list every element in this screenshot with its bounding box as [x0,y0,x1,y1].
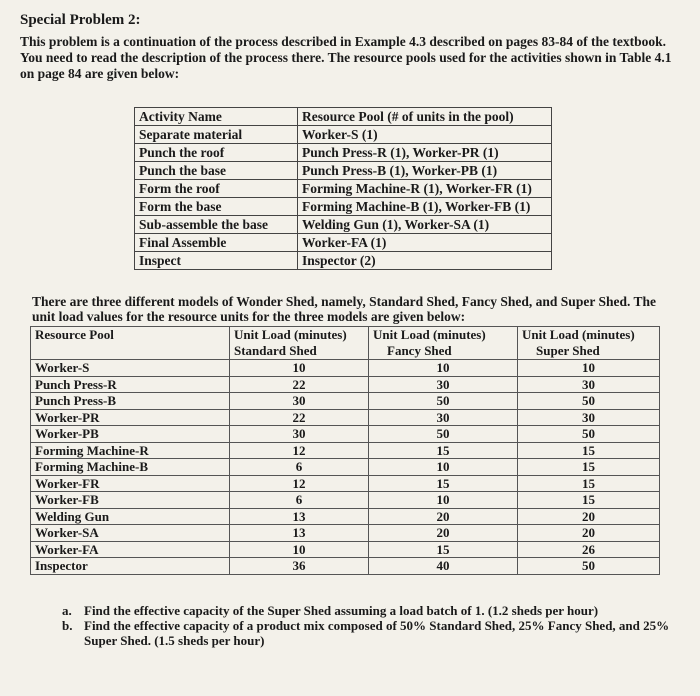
table-row [31,376,660,393]
question-label: b. [62,618,73,633]
table-header-row [31,327,660,360]
activity-name-cell: Punch the roof [135,144,298,162]
resource-cell: Worker-FA [31,541,230,558]
fancy-load-cell: 10 [369,492,518,509]
column-header: Resource Pool (# of units in the pool) [298,108,552,126]
standard-load-cell: 10 [230,360,369,377]
fancy-load-cell: 15 [369,541,518,558]
column-header: Activity Name [135,108,298,126]
activity-name-cell: Punch the base [135,162,298,180]
super-load-cell: 15 [518,492,660,509]
fancy-load-cell: 40 [369,558,518,575]
fancy-load-cell: 50 [369,426,518,443]
activity-name-cell: Sub-assemble the base [135,216,298,234]
activity-name-cell: Separate material [135,126,298,144]
table-row [135,126,552,144]
fancy-load-cell: 30 [369,376,518,393]
column-header [518,327,660,360]
table-row [135,234,552,252]
activity-name-cell: Form the base [135,198,298,216]
header-line: Resource Pool [35,327,114,342]
super-load-cell: 20 [518,525,660,542]
question-list [62,603,682,648]
super-load-cell: 50 [518,426,660,443]
resource-pool-cell: Forming Machine-B (1), Worker-FB (1) [298,198,552,216]
super-load-cell: 50 [518,393,660,410]
standard-load-cell: 10 [230,541,369,558]
question-b [62,618,682,648]
resource-cell: Worker-FR [31,475,230,492]
header-subline: Super Shed [536,343,600,358]
column-header [31,327,230,360]
table-row [31,492,660,509]
unit-load-table [30,326,660,575]
resource-pool-cell: Punch Press-B (1), Worker-PB (1) [298,162,552,180]
standard-load-cell: 13 [230,525,369,542]
resource-cell: Punch Press-B [31,393,230,410]
table-row [135,162,552,180]
table-row [31,541,660,558]
resource-cell: Forming Machine-B [31,459,230,476]
resource-cell: Forming Machine-R [31,442,230,459]
resource-cell: Welding Gun [31,508,230,525]
table-row [135,144,552,162]
standard-load-cell: 6 [230,492,369,509]
header-subline: Fancy Shed [387,343,452,358]
standard-load-cell: 22 [230,376,369,393]
resource-cell: Worker-PB [31,426,230,443]
resource-cell: Inspector [31,558,230,575]
super-load-cell: 15 [518,442,660,459]
question-label: a. [62,603,72,618]
super-load-cell: 20 [518,508,660,525]
standard-load-cell: 30 [230,393,369,410]
resource-pool-cell: Forming Machine-R (1), Worker-FR (1) [298,180,552,198]
table-row [31,360,660,377]
table-row [135,252,552,270]
fancy-load-cell: 10 [369,360,518,377]
table-row [135,216,552,234]
standard-load-cell: 12 [230,442,369,459]
table-row [31,393,660,410]
table-row [135,198,552,216]
table-row [31,459,660,476]
standard-load-cell: 12 [230,475,369,492]
models-paragraph: There are three different models of Wonder Shed, namely, Standard Shed, Fancy Shed, and Super Shed. The unit load values for the resource units for the three models are given below: [32,294,656,324]
activity-name-cell: Form the roof [135,180,298,198]
super-load-cell: 15 [518,475,660,492]
header-subline: Standard Shed [234,343,317,358]
question-text: Find the effective capacity of the Super Shed assuming a load batch of 1. (1.2 sheds per hour) [84,603,599,618]
intro-paragraph: This problem is a continuation of the process described in Example 4.3 described on pages 83-84 of the textbook. You need to read the description of the process there. The resource pools used for the activities shown in Table 4.1 on page 84 are given below: [20,34,672,81]
resource-cell: Worker-S [31,360,230,377]
standard-load-cell: 13 [230,508,369,525]
activity-resource-table [134,107,552,270]
table-row [31,409,660,426]
standard-load-cell: 36 [230,558,369,575]
fancy-load-cell: 20 [369,525,518,542]
table-row [135,180,552,198]
question-text: Find the effective capacity of a product mix composed of 50% Standard Shed, 25% Fancy Shed, and 25% Super Shed. (1.5 sheds per hour) [84,618,670,648]
activity-name-cell: Final Assemble [135,234,298,252]
super-load-cell: 30 [518,409,660,426]
standard-load-cell: 30 [230,426,369,443]
fancy-load-cell: 10 [369,459,518,476]
table-row [31,558,660,575]
fancy-load-cell: 15 [369,442,518,459]
header-line: Unit Load (minutes) [522,327,635,342]
fancy-load-cell: 50 [369,393,518,410]
resource-pool-cell: Inspector (2) [298,252,552,270]
table-row [31,426,660,443]
super-load-cell: 15 [518,459,660,476]
super-load-cell: 26 [518,541,660,558]
super-load-cell: 10 [518,360,660,377]
activity-name-cell: Inspect [135,252,298,270]
fancy-load-cell: 20 [369,508,518,525]
standard-load-cell: 6 [230,459,369,476]
header-line: Unit Load (minutes) [373,327,486,342]
table-row [31,525,660,542]
super-load-cell: 50 [518,558,660,575]
column-header [369,327,518,360]
resource-pool-cell: Worker-FA (1) [298,234,552,252]
resource-cell: Punch Press-R [31,376,230,393]
super-load-cell: 30 [518,376,660,393]
resource-cell: Worker-SA [31,525,230,542]
resource-pool-cell: Punch Press-R (1), Worker-PR (1) [298,144,552,162]
resource-pool-cell: Welding Gun (1), Worker-SA (1) [298,216,552,234]
header-line: Unit Load (minutes) [234,327,347,342]
table-row [31,442,660,459]
fancy-load-cell: 15 [369,475,518,492]
table-row [31,475,660,492]
resource-cell: Worker-PR [31,409,230,426]
problem-title: Special Problem 2: [20,12,141,28]
column-header [230,327,369,360]
table-header-row [135,108,552,126]
standard-load-cell: 22 [230,409,369,426]
resource-pool-cell: Worker-S (1) [298,126,552,144]
fancy-load-cell: 30 [369,409,518,426]
resource-cell: Worker-FB [31,492,230,509]
table-row [31,508,660,525]
question-a [62,603,682,618]
